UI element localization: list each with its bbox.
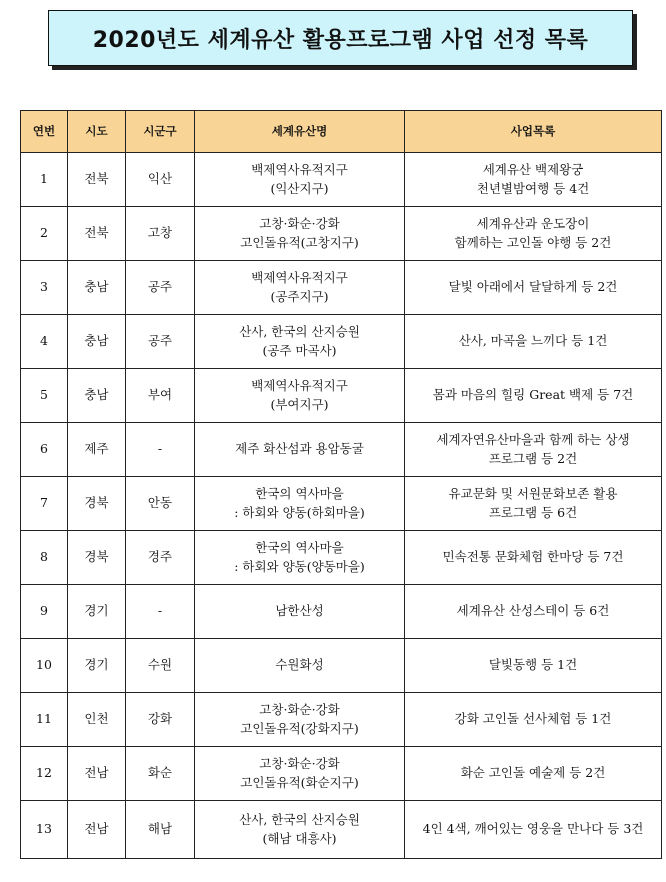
cell-sido: 제주	[68, 423, 126, 477]
cell-sigungu: -	[126, 423, 195, 477]
cell-program	[405, 693, 662, 747]
cell-program-line: 산사, 마곡을 느끼다 등 1건	[458, 333, 608, 349]
cell-heritage-line: 백제역사유적지구	[251, 378, 348, 394]
cell-sido: 전북	[68, 207, 126, 261]
cell-heritage	[195, 747, 405, 801]
cell-sigungu: 수원	[126, 639, 195, 693]
cell-no: 11	[21, 693, 68, 747]
cell-no: 8	[21, 531, 68, 585]
cell-heritage	[195, 423, 405, 477]
cell-no: 7	[21, 477, 68, 531]
header-program: 사업목록	[405, 111, 662, 153]
table-row	[21, 423, 662, 477]
cell-no: 9	[21, 585, 68, 639]
cell-program	[405, 369, 662, 423]
table-row	[21, 639, 662, 693]
cell-program-line: 유교문화 및 서원문화보존 활용	[448, 486, 618, 502]
cell-no: 6	[21, 423, 68, 477]
cell-heritage	[195, 369, 405, 423]
cell-program	[405, 153, 662, 207]
cell-program	[405, 747, 662, 801]
cell-sigungu: 경주	[126, 531, 195, 585]
cell-program-line: 프로그램 등 2건	[488, 450, 578, 466]
cell-sido: 전남	[68, 747, 126, 801]
cell-heritage-line: (부여지구)	[270, 396, 329, 412]
cell-heritage-line: 한국의 역사마을	[255, 540, 344, 556]
cell-heritage-line: 산사, 한국의 산지승원	[239, 812, 360, 828]
cell-sigungu: 공주	[126, 261, 195, 315]
header-no: 연번	[21, 111, 68, 153]
cell-no: 10	[21, 639, 68, 693]
cell-program-line: 함께하는 고인돌 야행 등 2건	[454, 234, 612, 250]
header-sigungu: 시군구	[126, 111, 195, 153]
cell-sido: 경기	[68, 639, 126, 693]
table-row	[21, 585, 662, 639]
table-row	[21, 261, 662, 315]
cell-sigungu: -	[126, 585, 195, 639]
cell-program	[405, 477, 662, 531]
cell-program-line: 프로그램 등 6건	[488, 504, 578, 520]
cell-sigungu: 화순	[126, 747, 195, 801]
cell-sido: 경기	[68, 585, 126, 639]
cell-heritage-line: 남한산성	[275, 603, 324, 619]
table-row	[21, 153, 662, 207]
cell-sido: 충남	[68, 369, 126, 423]
cell-heritage-line: 백제역사유적지구	[251, 162, 348, 178]
cell-program	[405, 531, 662, 585]
cell-program-line: 4인 4색, 깨어있는 영웅을 만나다 등 3건	[422, 821, 644, 837]
cell-program-line: 세계유산 백제왕궁	[482, 162, 584, 178]
cell-heritage-line: (공주 마곡사)	[262, 342, 337, 358]
table-row	[21, 369, 662, 423]
cell-heritage-line: 고인돌유적(화순지구)	[240, 774, 359, 790]
cell-program-line: 달빛동행 등 1건	[488, 657, 578, 673]
cell-program-line: 몸과 마음의 힐링 Great 백제 등 7건	[432, 387, 634, 403]
cell-sido: 경북	[68, 531, 126, 585]
cell-program-line: 달빛 아래에서 달달하게 등 2건	[448, 279, 618, 295]
table-row	[21, 315, 662, 369]
cell-program-line: 세계유산과 운도장이	[476, 216, 590, 232]
cell-sigungu: 부여	[126, 369, 195, 423]
cell-sigungu: 해남	[126, 801, 195, 859]
cell-heritage-line: 수원화성	[275, 657, 324, 673]
table-header-row	[21, 111, 662, 153]
cell-heritage-line: 백제역사유적지구	[251, 270, 348, 286]
cell-sido: 전남	[68, 801, 126, 859]
header-heritage: 세계유산명	[195, 111, 405, 153]
cell-heritage-line: 산사, 한국의 산지승원	[239, 324, 360, 340]
cell-program	[405, 423, 662, 477]
cell-heritage-line: (익산지구)	[270, 180, 329, 196]
cell-program-line: 민속전통 문화체험 한마당 등 7건	[442, 549, 624, 565]
cell-heritage-line: 고창·화순·강화	[259, 702, 340, 718]
cell-heritage	[195, 261, 405, 315]
cell-heritage-line: 고창·화순·강화	[259, 756, 340, 772]
cell-heritage-line: 고창·화순·강화	[259, 216, 340, 232]
cell-program	[405, 207, 662, 261]
cell-heritage-line: 한국의 역사마을	[255, 486, 344, 502]
cell-heritage	[195, 639, 405, 693]
cell-heritage	[195, 153, 405, 207]
cell-sigungu: 고창	[126, 207, 195, 261]
cell-program-line: 화순 고인돌 예술제 등 2건	[460, 765, 606, 781]
cell-no: 2	[21, 207, 68, 261]
cell-no: 3	[21, 261, 68, 315]
cell-heritage	[195, 801, 405, 859]
table-row	[21, 477, 662, 531]
cell-program	[405, 315, 662, 369]
cell-sido: 인천	[68, 693, 126, 747]
cell-program	[405, 585, 662, 639]
cell-sido: 충남	[68, 261, 126, 315]
cell-no: 5	[21, 369, 68, 423]
page-title: 2020년도 세계유산 활용프로그램 사업 선정 목록	[92, 27, 589, 53]
cell-no: 12	[21, 747, 68, 801]
cell-heritage-line: : 하회와 양동(양동마을)	[234, 558, 365, 574]
cell-heritage	[195, 315, 405, 369]
cell-sido: 전북	[68, 153, 126, 207]
cell-heritage	[195, 477, 405, 531]
cell-heritage	[195, 207, 405, 261]
cell-program-line: 천년별밤여행 등 4건	[476, 180, 590, 196]
cell-heritage-line: 고인돌유적(고창지구)	[240, 234, 359, 250]
cell-heritage	[195, 585, 405, 639]
cell-heritage	[195, 531, 405, 585]
table-body	[21, 153, 662, 859]
cell-heritage-line: 제주 화산섬과 용암동굴	[235, 441, 364, 457]
cell-no: 13	[21, 801, 68, 859]
cell-sigungu: 강화	[126, 693, 195, 747]
cell-program	[405, 261, 662, 315]
cell-heritage-line: : 하회와 양동(하회마을)	[234, 504, 365, 520]
cell-sigungu: 안동	[126, 477, 195, 531]
title-box	[48, 10, 633, 66]
cell-program-line: 세계유산 산성스테이 등 6건	[456, 603, 610, 619]
selection-table	[20, 110, 662, 859]
cell-program-line: 강화 고인돌 선사체험 등 1건	[454, 711, 612, 727]
header-sido: 시도	[68, 111, 126, 153]
cell-no: 1	[21, 153, 68, 207]
cell-no: 4	[21, 315, 68, 369]
cell-heritage-line: (공주지구)	[270, 288, 329, 304]
table-row	[21, 693, 662, 747]
cell-heritage	[195, 693, 405, 747]
cell-sido: 충남	[68, 315, 126, 369]
table-row	[21, 801, 662, 859]
cell-program-line: 세계자연유산마을과 함께 하는 상생	[436, 432, 630, 448]
cell-program	[405, 639, 662, 693]
table-row	[21, 531, 662, 585]
cell-heritage-line: (해남 대흥사)	[262, 830, 337, 846]
cell-sigungu: 공주	[126, 315, 195, 369]
cell-sido: 경북	[68, 477, 126, 531]
table-row	[21, 207, 662, 261]
cell-program	[405, 801, 662, 859]
table-row	[21, 747, 662, 801]
cell-heritage-line: 고인돌유적(강화지구)	[240, 720, 359, 736]
cell-sigungu: 익산	[126, 153, 195, 207]
